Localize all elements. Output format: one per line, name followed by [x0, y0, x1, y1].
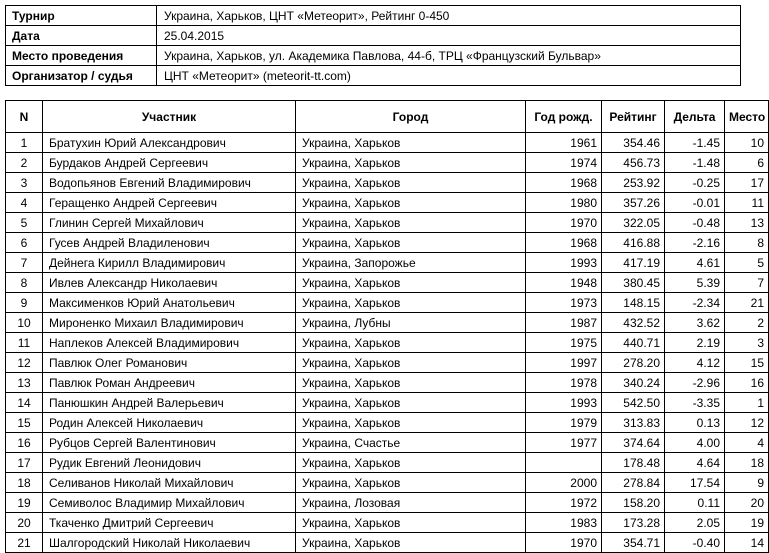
table-row — [6, 413, 769, 433]
cell-delta: 4.00 — [665, 433, 725, 453]
info-value: 25.04.2015 — [157, 26, 741, 46]
cell-participant: Панюшкин Андрей Валерьевич — [43, 393, 296, 413]
cell-rating: 354.46 — [602, 133, 665, 153]
cell-participant: Родин Алексей Николаевич — [43, 413, 296, 433]
cell-place: 16 — [725, 373, 769, 393]
cell-delta: 2.19 — [665, 333, 725, 353]
cell-place: 2 — [725, 313, 769, 333]
cell-participant: Водопьянов Евгений Владимирович — [43, 173, 296, 193]
cell-birth-year: 2000 — [526, 473, 602, 493]
cell-place: 8 — [725, 233, 769, 253]
cell-birth-year: 1961 — [526, 133, 602, 153]
info-row — [6, 26, 741, 46]
cell-participant: Рубцов Сергей Валентинович — [43, 433, 296, 453]
cell-number: 4 — [6, 193, 43, 213]
table-row — [6, 273, 769, 293]
cell-place: 12 — [725, 413, 769, 433]
cell-birth-year: 1974 — [526, 153, 602, 173]
cell-number: 14 — [6, 393, 43, 413]
info-row — [6, 46, 741, 66]
cell-birth-year: 1997 — [526, 353, 602, 373]
cell-city: Украина, Харьков — [296, 193, 526, 213]
cell-birth-year: 1987 — [526, 313, 602, 333]
cell-city: Украина, Харьков — [296, 533, 526, 553]
cell-number: 15 — [6, 413, 43, 433]
cell-place: 14 — [725, 533, 769, 553]
cell-rating: 354.71 — [602, 533, 665, 553]
table-row — [6, 193, 769, 213]
cell-participant: Бурдаков Андрей Сергеевич — [43, 153, 296, 173]
cell-participant: Братухин Юрий Александрович — [43, 133, 296, 153]
table-row — [6, 233, 769, 253]
cell-birth-year: 1968 — [526, 233, 602, 253]
cell-number: 10 — [6, 313, 43, 333]
cell-participant: Шалгородский Николай Николаевич — [43, 533, 296, 553]
cell-rating: 432.52 — [602, 313, 665, 333]
cell-participant: Павлюк Олег Романович — [43, 353, 296, 373]
table-row — [6, 433, 769, 453]
info-label: Место проведения — [6, 46, 157, 66]
cell-number: 18 — [6, 473, 43, 493]
info-value: Украина, Харьков, ЦНТ «Метеорит», Рейтинг 0-450 — [157, 6, 741, 26]
cell-place: 9 — [725, 473, 769, 493]
cell-place: 10 — [725, 133, 769, 153]
cell-number: 21 — [6, 533, 43, 553]
cell-rating: 542.50 — [602, 393, 665, 413]
cell-city: Украина, Харьков — [296, 293, 526, 313]
cell-delta: -3.35 — [665, 393, 725, 413]
column-header-city: Город — [296, 101, 526, 133]
cell-rating: 322.05 — [602, 213, 665, 233]
cell-number: 7 — [6, 253, 43, 273]
cell-city: Украина, Харьков — [296, 213, 526, 233]
cell-place: 4 — [725, 433, 769, 453]
cell-delta: -0.01 — [665, 193, 725, 213]
cell-number: 8 — [6, 273, 43, 293]
cell-delta: -2.96 — [665, 373, 725, 393]
cell-rating: 416.88 — [602, 233, 665, 253]
info-row — [6, 6, 741, 26]
cell-rating: 173.28 — [602, 513, 665, 533]
cell-birth-year: 1978 — [526, 373, 602, 393]
cell-delta: -1.48 — [665, 153, 725, 173]
cell-birth-year — [526, 453, 602, 473]
cell-rating: 278.20 — [602, 353, 665, 373]
cell-number: 19 — [6, 493, 43, 513]
cell-place: 3 — [725, 333, 769, 353]
cell-place: 7 — [725, 273, 769, 293]
cell-delta: -0.40 — [665, 533, 725, 553]
cell-delta: 4.64 — [665, 453, 725, 473]
cell-number: 3 — [6, 173, 43, 193]
cell-rating: 253.92 — [602, 173, 665, 193]
cell-city: Украина, Харьков — [296, 273, 526, 293]
cell-birth-year: 1977 — [526, 433, 602, 453]
cell-rating: 278.84 — [602, 473, 665, 493]
cell-participant: Дейнега Кирилл Владимирович — [43, 253, 296, 273]
cell-participant: Павлюк Роман Андреевич — [43, 373, 296, 393]
results-table — [5, 100, 769, 553]
cell-delta: -0.25 — [665, 173, 725, 193]
cell-delta: 17.54 — [665, 473, 725, 493]
cell-rating: 417.19 — [602, 253, 665, 273]
cell-delta: 2.05 — [665, 513, 725, 533]
table-row — [6, 313, 769, 333]
cell-delta: 3.62 — [665, 313, 725, 333]
cell-city: Украина, Харьков — [296, 473, 526, 493]
cell-city: Украина, Харьков — [296, 353, 526, 373]
cell-rating: 340.24 — [602, 373, 665, 393]
cell-city: Украина, Харьков — [296, 133, 526, 153]
info-value: ЦНТ «Метеорит» (meteorit-tt.com) — [157, 66, 741, 86]
cell-delta: -0.48 — [665, 213, 725, 233]
cell-birth-year: 1972 — [526, 493, 602, 513]
table-row — [6, 533, 769, 553]
cell-place: 13 — [725, 213, 769, 233]
cell-city: Украина, Харьков — [296, 153, 526, 173]
cell-delta: 0.13 — [665, 413, 725, 433]
table-row — [6, 493, 769, 513]
cell-city: Украина, Харьков — [296, 513, 526, 533]
table-row — [6, 253, 769, 273]
cell-place: 19 — [725, 513, 769, 533]
cell-delta: 0.11 — [665, 493, 725, 513]
cell-city: Украина, Харьков — [296, 173, 526, 193]
info-label: Организатор / судья — [6, 66, 157, 86]
cell-delta: 4.12 — [665, 353, 725, 373]
cell-city: Украина, Счастье — [296, 433, 526, 453]
cell-number: 5 — [6, 213, 43, 233]
results-header — [6, 101, 769, 133]
cell-delta: 5.39 — [665, 273, 725, 293]
cell-number: 1 — [6, 133, 43, 153]
cell-number: 17 — [6, 453, 43, 473]
info-row — [6, 66, 741, 86]
cell-place: 20 — [725, 493, 769, 513]
cell-place: 11 — [725, 193, 769, 213]
cell-number: 11 — [6, 333, 43, 353]
cell-city: Украина, Харьков — [296, 393, 526, 413]
cell-place: 21 — [725, 293, 769, 313]
table-row — [6, 173, 769, 193]
cell-birth-year: 1968 — [526, 173, 602, 193]
table-row — [6, 153, 769, 173]
cell-rating: 357.26 — [602, 193, 665, 213]
cell-participant: Мироненко Михаил Владимирович — [43, 313, 296, 333]
table-row — [6, 473, 769, 493]
table-row — [6, 453, 769, 473]
cell-birth-year: 1973 — [526, 293, 602, 313]
cell-birth-year: 1970 — [526, 213, 602, 233]
cell-delta: -1.45 — [665, 133, 725, 153]
cell-city: Украина, Харьков — [296, 333, 526, 353]
cell-rating: 380.45 — [602, 273, 665, 293]
cell-number: 20 — [6, 513, 43, 533]
cell-city: Украина, Харьков — [296, 413, 526, 433]
cell-city: Украина, Харьков — [296, 233, 526, 253]
table-row — [6, 213, 769, 233]
info-value: Украина, Харьков, ул. Академика Павлова, 44-б, ТРЦ «Французский Бульвар» — [157, 46, 741, 66]
cell-participant: Рудик Евгений Леонидович — [43, 453, 296, 473]
cell-participant: Ивлев Александр Николаевич — [43, 273, 296, 293]
cell-rating: 148.15 — [602, 293, 665, 313]
cell-participant: Семиволос Владимир Михайлович — [43, 493, 296, 513]
cell-delta: -2.34 — [665, 293, 725, 313]
table-row — [6, 373, 769, 393]
cell-number: 13 — [6, 373, 43, 393]
cell-birth-year: 1975 — [526, 333, 602, 353]
cell-participant: Селиванов Николай Михайлович — [43, 473, 296, 493]
cell-participant: Глинин Сергей Михайлович — [43, 213, 296, 233]
cell-birth-year: 1983 — [526, 513, 602, 533]
column-header-place: Место — [725, 101, 769, 133]
cell-place: 18 — [725, 453, 769, 473]
tournament-info-body — [6, 6, 741, 86]
cell-city: Украина, Запорожье — [296, 253, 526, 273]
info-label: Турнир — [6, 6, 157, 26]
cell-city: Украина, Харьков — [296, 453, 526, 473]
results-header-row — [6, 101, 769, 133]
table-row — [6, 293, 769, 313]
cell-participant: Геращенко Андрей Сергеевич — [43, 193, 296, 213]
cell-delta: -2.16 — [665, 233, 725, 253]
info-label: Дата — [6, 26, 157, 46]
column-header-birth-year: Год рожд. — [526, 101, 602, 133]
cell-place: 1 — [725, 393, 769, 413]
column-header-rating: Рейтинг — [602, 101, 665, 133]
cell-place: 5 — [725, 253, 769, 273]
column-header-n: N — [6, 101, 43, 133]
cell-delta: 4.61 — [665, 253, 725, 273]
cell-number: 6 — [6, 233, 43, 253]
cell-participant: Ткаченко Дмитрий Сергеевич — [43, 513, 296, 533]
cell-birth-year: 1980 — [526, 193, 602, 213]
cell-number: 12 — [6, 353, 43, 373]
cell-number: 9 — [6, 293, 43, 313]
cell-place: 15 — [725, 353, 769, 373]
cell-place: 17 — [725, 173, 769, 193]
cell-participant: Максименков Юрий Анатольевич — [43, 293, 296, 313]
cell-birth-year: 1993 — [526, 393, 602, 413]
tournament-info-table — [5, 5, 741, 86]
results-body — [6, 133, 769, 553]
table-row — [6, 133, 769, 153]
cell-city: Украина, Лозовая — [296, 493, 526, 513]
cell-number: 2 — [6, 153, 43, 173]
cell-rating: 456.73 — [602, 153, 665, 173]
cell-number: 16 — [6, 433, 43, 453]
cell-participant: Наплеков Алексей Владимирович — [43, 333, 296, 353]
cell-birth-year: 1979 — [526, 413, 602, 433]
cell-rating: 158.20 — [602, 493, 665, 513]
cell-place: 6 — [725, 153, 769, 173]
cell-rating: 440.71 — [602, 333, 665, 353]
column-header-delta: Дельта — [665, 101, 725, 133]
cell-rating: 374.64 — [602, 433, 665, 453]
table-row — [6, 353, 769, 373]
table-row — [6, 513, 769, 533]
table-row — [6, 333, 769, 353]
cell-city: Украина, Харьков — [296, 373, 526, 393]
table-row — [6, 393, 769, 413]
cell-rating: 178.48 — [602, 453, 665, 473]
cell-birth-year: 1948 — [526, 273, 602, 293]
cell-participant: Гусев Андрей Владиленович — [43, 233, 296, 253]
cell-birth-year: 1993 — [526, 253, 602, 273]
cell-rating: 313.83 — [602, 413, 665, 433]
cell-birth-year: 1970 — [526, 533, 602, 553]
column-header-participant: Участник — [43, 101, 296, 133]
cell-city: Украина, Лубны — [296, 313, 526, 333]
